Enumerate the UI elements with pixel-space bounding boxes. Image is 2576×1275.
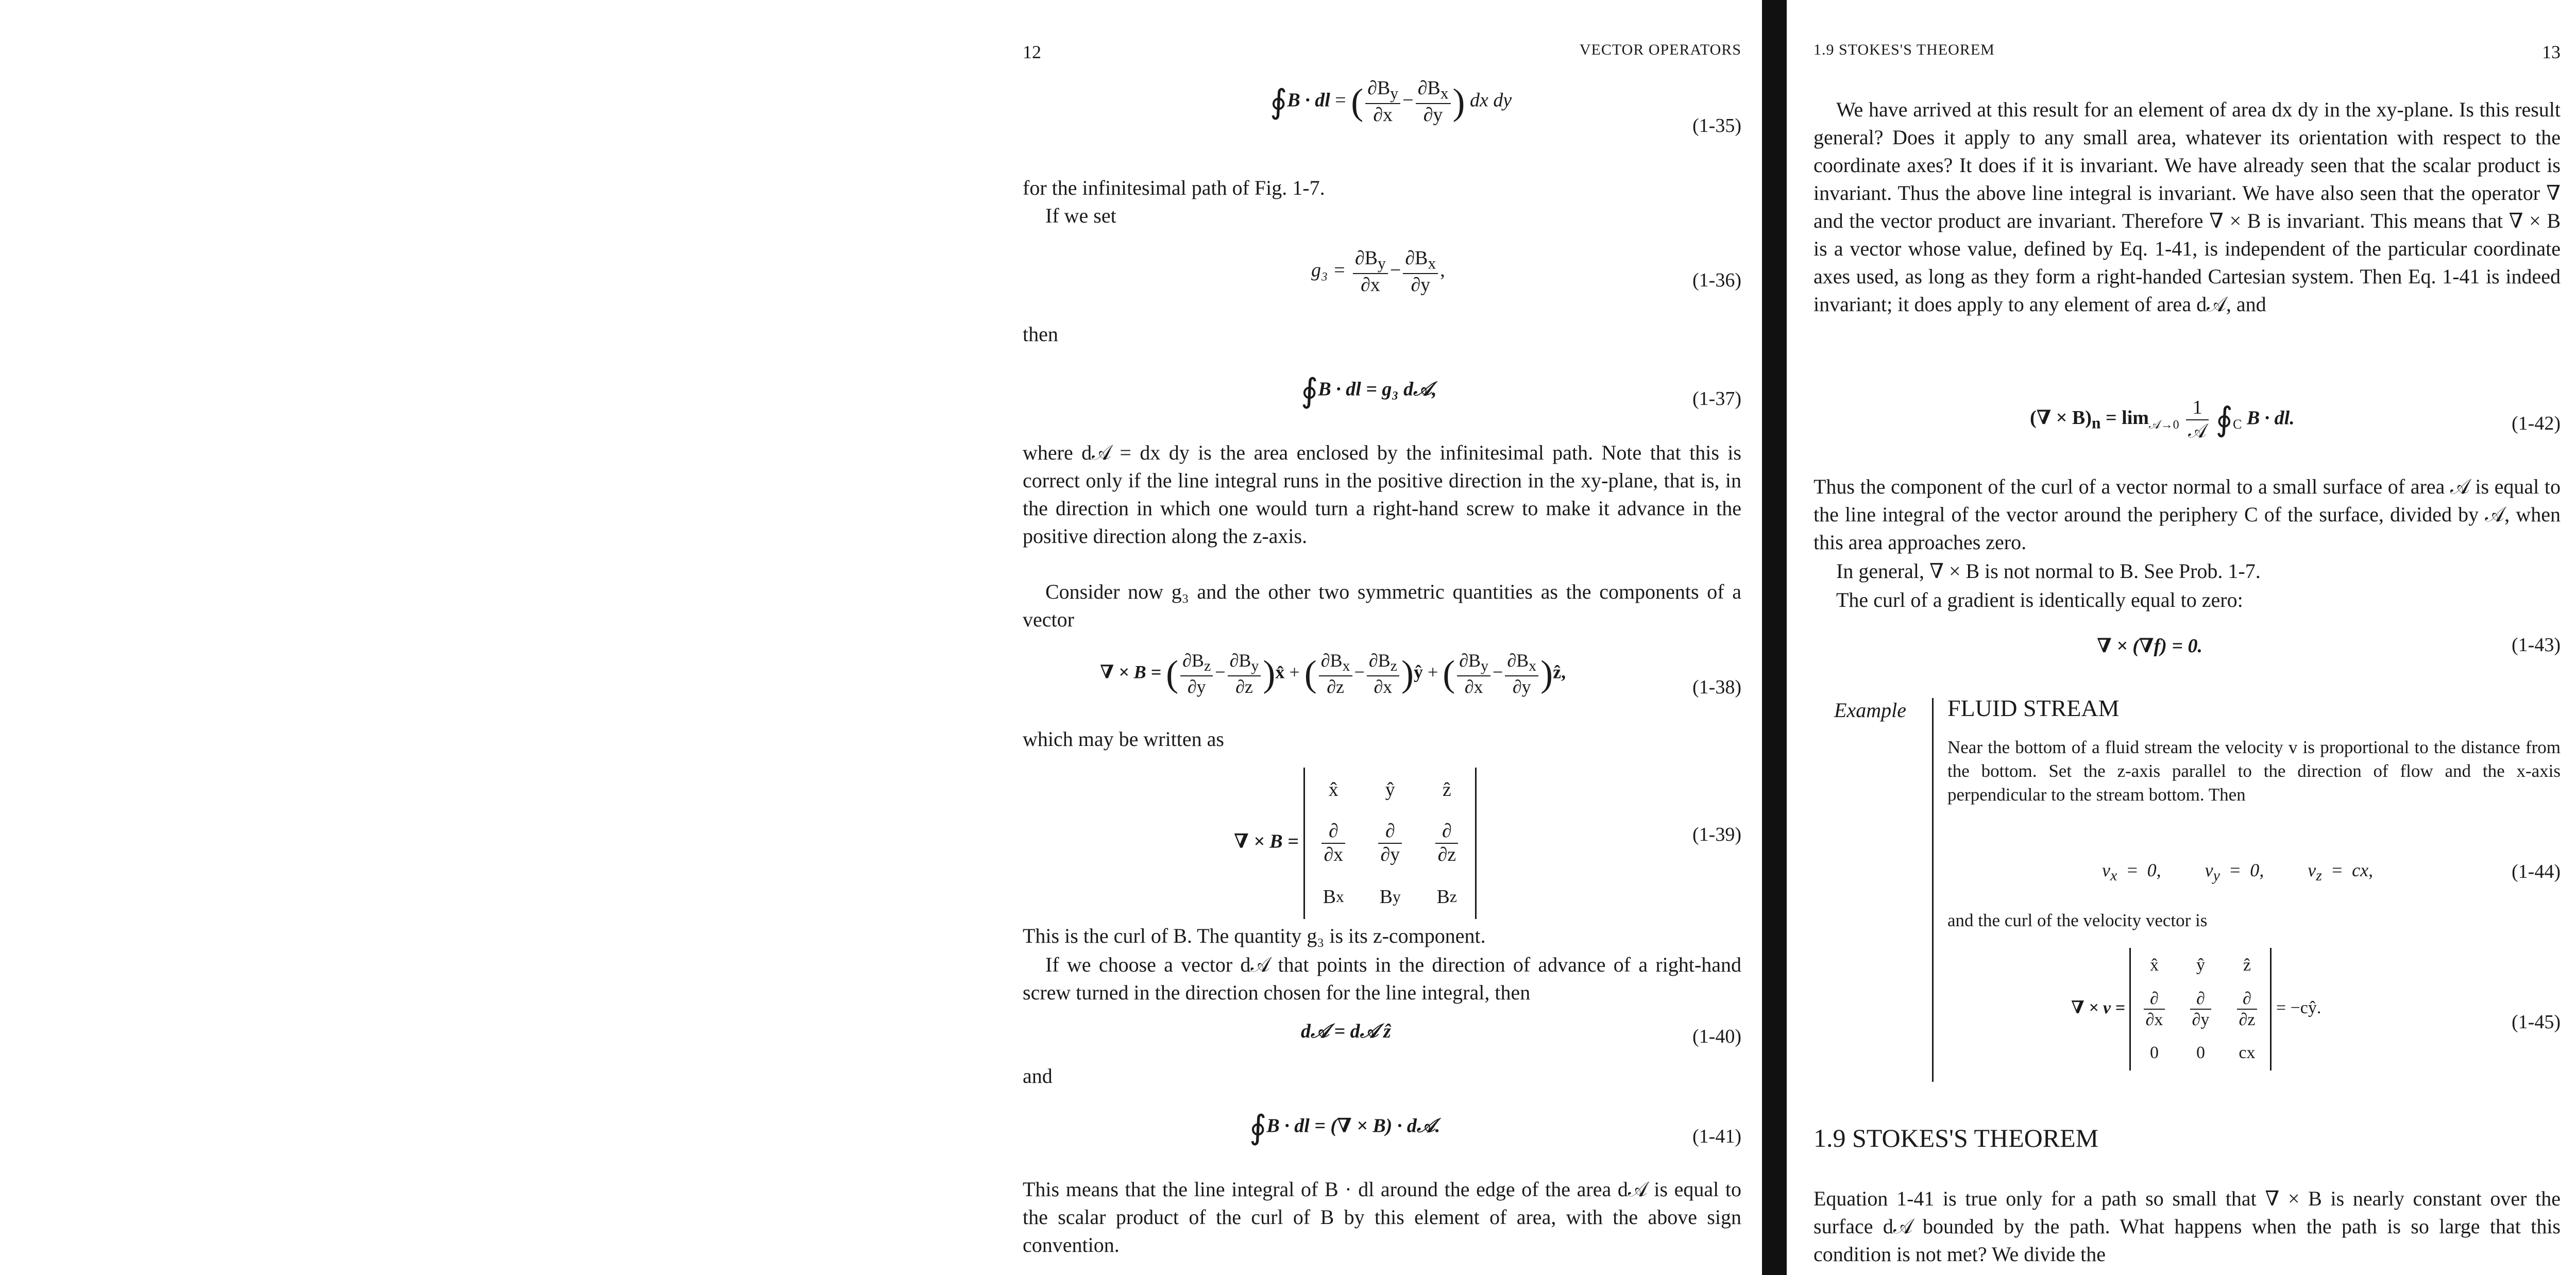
paragraph: where d𝒜 = dx dy is the area enclosed by the infinitesimal path. Note that this is correct only if the line integral runs in the positive direction in the xy-plane, that is, in the direction in which one would turn a right-hand screw to make it advance in the positive direction along the z-axis. — [1023, 441, 1741, 548]
example-rule — [1932, 698, 1934, 1082]
equation-1-38: ∇ × B = ( $\frac{\partial B_z}{\partial y}$ − $\frac{\partial B_y}{\partial z}$ )x̂ + ( $\frac{\partial B_x}{\partial z}$ − $\frac{\partial B_z}{\partial x}$ )ŷ + ( $\frac{\partial B_y}{\partial x}$ − $\frac{\partial B_x}{\partial y}$ )ẑ, — [1100, 650, 1566, 697]
paragraph: In general, ∇ × B is not normal to B. See Prob. 1-7. — [1836, 559, 2261, 583]
paragraph: Equation 1-41 is true only for a path so small that ∇ × B is nearly constant over the surface d𝒜 bounded by the path. What happens when the path is so large that this condition is not met? We divide the — [1814, 1187, 2561, 1266]
equation-1-36: g₃ = $\frac{\partial B_y}{\partial x}$ − $\frac{\partial B_x}{\partial y}$ , — [1311, 247, 1445, 296]
book-gutter — [1762, 0, 1787, 1275]
paragraph: The curl of a gradient is identically equal to zero: — [1836, 588, 2243, 611]
paragraph: then — [1023, 322, 1058, 346]
equation-number: (1-45) — [2512, 1011, 2561, 1033]
right-page — [1814, 0, 2561, 1275]
paragraph: If we choose a vector d𝒜 that points in the direction of advance of a right-hand screw turned in the direction chosen for the line integral, then — [1023, 953, 1741, 1004]
section-heading: 1.9 STOKES'S THEOREM — [1814, 1124, 2099, 1152]
equation-number: (1-44) — [2512, 861, 2561, 882]
equation-1-39: ∇ × B = x̂ ŷ ẑ $\frac{\partial}{\partial x}$ $\frac{\partial}{\partial y}$ $\frac{\partial}{\partial z}$ B x B y B z — [1234, 768, 1477, 919]
page-number: 12 — [1023, 42, 1041, 62]
equation-number: (1-40) — [1692, 1026, 1741, 1047]
equation-number: (1-42) — [2512, 413, 2561, 434]
running-head: VECTOR OPERATORS — [1579, 41, 1741, 58]
paragraph: Consider now g₃ and the other two symmetric quantities as the components of a vector — [1023, 580, 1741, 631]
equation-1-43: ∇ × (∇f) = 0. — [2097, 635, 2202, 657]
equation-1-41: ∮B · dl = (∇ × B) · d𝒜. — [1249, 1109, 1440, 1146]
equation-1-37: ∮B · dl = g₃ d𝒜, — [1301, 372, 1437, 409]
example-title: FLUID STREAM — [1947, 695, 2120, 721]
paragraph: Thus the component of the curl of a vector normal to a small surface of area 𝒜 is equal to the line integral of the vector around the periphery C of the surface, divided by 𝒜, when this area approaches zero. — [1814, 475, 2561, 554]
equation-number: (1-41) — [1692, 1126, 1741, 1147]
example-label: Example — [1834, 699, 1906, 722]
left-page — [1023, 0, 1741, 1275]
equation-number: (1-37) — [1692, 388, 1741, 410]
equation-number: (1-35) — [1692, 115, 1741, 137]
paragraph: and — [1023, 1064, 1053, 1087]
paragraph: for the infinitesimal path of Fig. 1-7. — [1023, 176, 1325, 199]
paragraph: which may be written as — [1023, 727, 1224, 751]
running-head: 1.9 STOKES'S THEOREM — [1814, 41, 1995, 58]
equation-number: (1-38) — [1692, 676, 1741, 698]
equation-1-45: ∇ × v = x̂ ŷ ẑ $\frac{\partial}{\partial x}$ $\frac{\partial}{\partial y}$ $\frac{\partial}{\partial z}$ 0 0 cx = −cŷ. — [2071, 948, 2321, 1070]
equation-1-40: d𝒜 = d𝒜 ẑ — [1301, 1021, 1391, 1042]
page-number: 13 — [2542, 42, 2561, 62]
paragraph: This is the curl of B. The quantity g₃ is its z-component. — [1023, 924, 1486, 947]
paragraph: This means that the line integral of B · dl around the edge of the area d𝒜 is equal to the scalar product of the curl of B by this element of area, with the above sign convention. — [1023, 1178, 1741, 1256]
paragraph: We have arrived at this result for an element of area dx dy in the xy-plane. Is this result general? Does it apply to any small area, whatever its orientation with respect to the coordinate axes? It does if it is invariant. We have already seen that the scalar product is invariant. Thus the above line integral is invariant. We have also seen that the operator ∇ and the vector product are invariant. Therefore ∇ × B is invariant. This means that ∇ × B is a vector whose value, defined by Eq. 1-41, is independent of the particular coordinate axes used, as long as they form a right-handed Cartesian system. Then Eq. 1-41 is indeed invariant; it does apply to any element of area d𝒜, and — [1814, 98, 2561, 316]
example-text: and the curl of the velocity vector is — [1947, 910, 2208, 930]
determinant: x̂ ŷ ẑ $\frac{\partial}{\partial x}$ $\frac{\partial}{\partial y}$ $\frac{\partial}{\partial z}$ B x B y B z — [1303, 768, 1477, 919]
equation-number: (1-36) — [1692, 269, 1741, 291]
equation-1-42: (∇ × $B)_n = \lim_{𝒜\to 0}$ $\frac{1}{\text{𝒜}}$ $∮_C$ B · dl. — [2030, 397, 2295, 442]
equation-number: (1-39) — [1692, 824, 1741, 845]
equation-1-35: ∮B · dl = ( $\frac{\partial B_y}{\partial x}$ − $\frac{\partial B_x}{\partial y}$ ) dx dy — [1270, 77, 1512, 126]
example-text: Near the bottom of a fluid stream the velocity v is proportional to the distance from the bottom. Set the z-axis parallel to the direction of flow and the x-axis perpendicular to the stream bottom. Then — [1947, 737, 2561, 805]
determinant: x̂ ŷ ẑ $\frac{\partial}{\partial x}$ $\frac{\partial}{\partial y}$ $\frac{\partial}{\partial z}$ 0 0 cx — [2129, 948, 2272, 1070]
equation-1-44: $v_x = 0$, $v_y = 0$, $v_z$ = cx, — [2102, 860, 2374, 885]
paragraph: If we set — [1045, 204, 1116, 227]
equation-number: (1-43) — [2512, 634, 2561, 656]
